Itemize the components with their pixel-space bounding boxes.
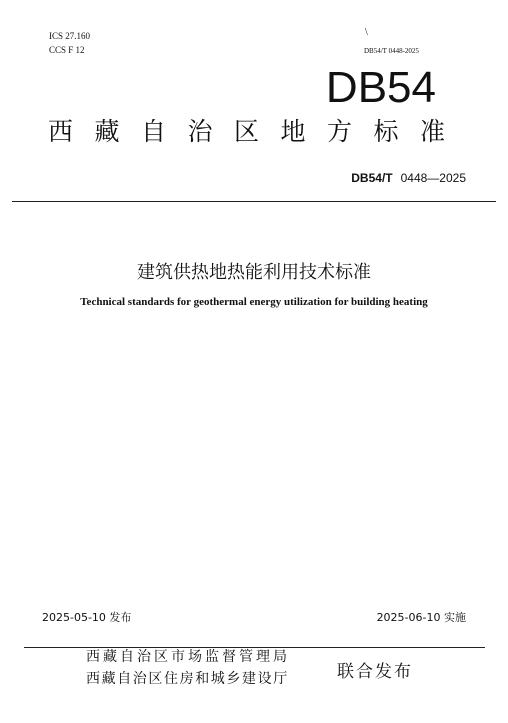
publish-date: 2025-05-10 发布 bbox=[42, 611, 132, 624]
top-divider bbox=[12, 201, 496, 202]
issuing-organization-title: 西藏自治区地方标准 bbox=[48, 117, 467, 146]
document-title-chinese: 建筑供热地热能利用技术标准 bbox=[137, 262, 371, 283]
standard-number: 0448—2025 bbox=[400, 171, 466, 185]
standard-prefix: DB54/T bbox=[351, 171, 393, 185]
standard-code bbox=[351, 171, 466, 185]
implementation-date: 2025-06-10 实施 bbox=[376, 611, 466, 624]
ics-code: ICS 27.160 bbox=[49, 31, 91, 41]
standard-code-small: DB54/T 0448-2025 bbox=[364, 47, 419, 55]
issuer-housing-construction: 西藏自治区住房和城乡建设厅 bbox=[86, 671, 289, 687]
header-mark: \ bbox=[365, 27, 368, 38]
joint-release-label: 联合发布 bbox=[337, 662, 413, 682]
standard-logo-db54: DB54 bbox=[325, 63, 436, 112]
document-title-english: Technical standards for geothermal energy utilization for building heating bbox=[80, 296, 428, 308]
ccs-code: CCS F 12 bbox=[49, 45, 85, 55]
issuer-market-supervision: 西藏自治区市场监督管理局 bbox=[86, 649, 290, 665]
